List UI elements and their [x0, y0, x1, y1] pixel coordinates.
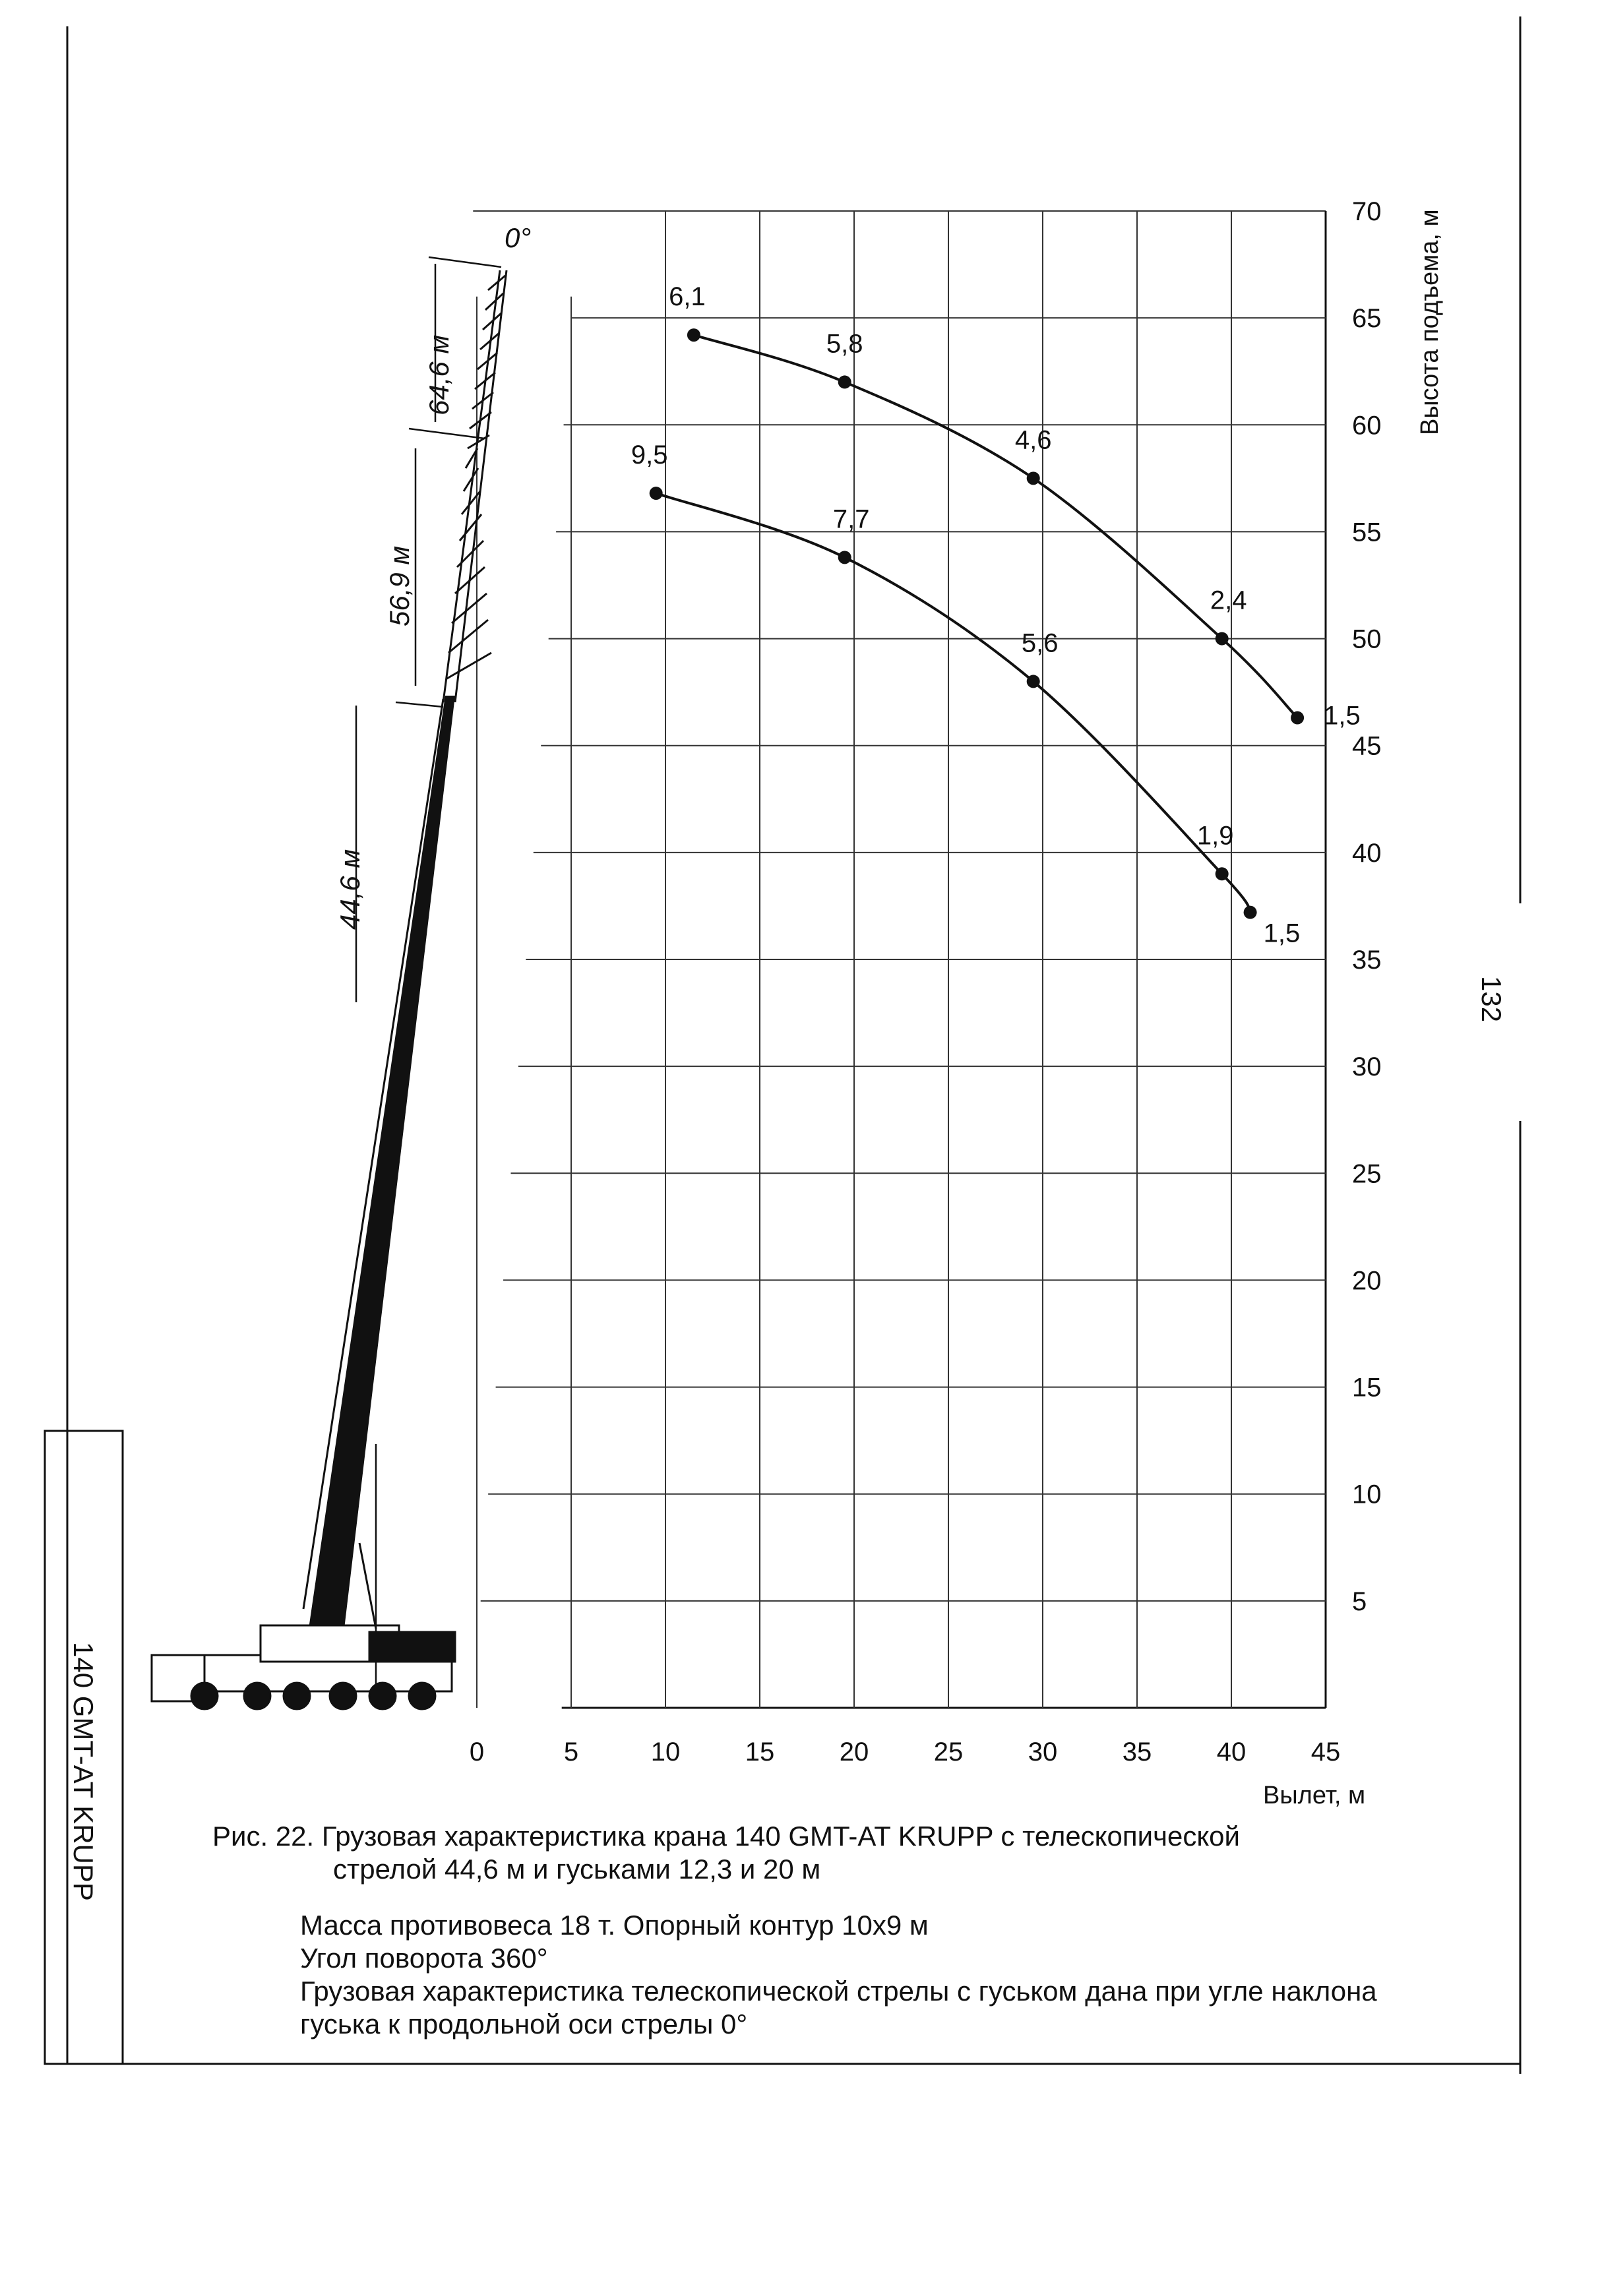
- figure-caption-line2: стрелой 44,6 м и гуськами 12,3 и 20 м: [333, 1854, 821, 1885]
- y-tick-label: 5: [1352, 1586, 1367, 1616]
- data-point: [1244, 906, 1257, 919]
- data-point: [650, 487, 663, 500]
- x-tick-label: 0: [469, 1737, 485, 1767]
- data-label: 2,4: [1210, 586, 1247, 615]
- data-label: 6,1: [669, 282, 706, 312]
- y-tick-label: 55: [1352, 518, 1382, 547]
- data-label: 1,5: [1263, 919, 1301, 948]
- x-tick-label: 15: [745, 1737, 775, 1767]
- boom-length-label: 44,6 м: [334, 849, 365, 930]
- data-point: [1291, 711, 1304, 725]
- y-tick-label: 60: [1352, 411, 1382, 440]
- data-point: [838, 551, 851, 564]
- data-point: [1216, 632, 1229, 646]
- x-tick-label: 5: [563, 1737, 579, 1767]
- data-point: [687, 328, 700, 342]
- figure-note-4: гуська к продольной оси стрелы 0°: [300, 2009, 748, 2039]
- y-tick-label: 15: [1352, 1373, 1382, 1403]
- figure-note-3: Грузовая характеристика телескопической стрелы с гуськом дана при угле наклона: [300, 1976, 1377, 2007]
- crane-carrier: [152, 1543, 455, 1709]
- x-tick-label: 30: [1028, 1737, 1058, 1767]
- y-tick-label: 10: [1352, 1480, 1382, 1509]
- long-jib-height-label: 64,6 м: [423, 334, 454, 415]
- x-axis-title: Вылет, м: [1263, 1782, 1366, 1809]
- short-jib-height-label: 56,9 м: [384, 545, 415, 626]
- figure-caption-line1: Рис. 22. Грузовая характеристика крана 140 GMT-AT KRUPP с телескопической: [212, 1821, 1240, 1852]
- page-number: 132: [1476, 976, 1507, 1023]
- x-tick-label: 35: [1122, 1737, 1152, 1767]
- data-label: 1,5: [1324, 701, 1361, 731]
- data-label: 5,6: [1021, 628, 1059, 658]
- data-label: 1,9: [1196, 821, 1234, 851]
- data-label: 5,8: [826, 329, 863, 359]
- series-line: [694, 335, 1297, 717]
- x-tick-label: 45: [1310, 1737, 1341, 1767]
- x-tick-label: 10: [650, 1737, 681, 1767]
- boom-dimension-lines: [356, 257, 501, 1701]
- x-tick-label: 20: [839, 1737, 869, 1767]
- y-tick-label: 40: [1352, 838, 1382, 868]
- series-line: [656, 493, 1250, 913]
- x-tick-label: 25: [933, 1737, 964, 1767]
- axis-ticks: [470, 197, 1382, 1767]
- data-label: 9,5: [631, 440, 668, 470]
- chart-series: [631, 282, 1361, 948]
- y-tick-label: 25: [1352, 1159, 1382, 1189]
- y-tick-label: 65: [1352, 304, 1382, 334]
- data-point: [1216, 867, 1229, 880]
- data-label: 7,7: [832, 504, 870, 534]
- data-point: [838, 375, 851, 388]
- page-borders: [45, 16, 1520, 2074]
- y-tick-label: 70: [1352, 197, 1382, 226]
- jib-angle-label: 0°: [505, 222, 532, 253]
- chart-grid: [473, 211, 1326, 1708]
- crane-illustration: [152, 222, 531, 1709]
- y-tick-label: 30: [1352, 1052, 1382, 1082]
- y-axis-title: Высота подъема, м: [1416, 209, 1444, 435]
- telescopic-boom: [309, 696, 455, 1629]
- y-tick-label: 50: [1352, 624, 1382, 654]
- y-tick-label: 45: [1352, 731, 1382, 761]
- data-point: [1027, 471, 1040, 485]
- figure-note-1: Масса противовеса 18 т. Опорный контур 10х9 м: [300, 1910, 929, 1941]
- data-point: [1027, 675, 1040, 688]
- figure-note-2: Угол поворота 360°: [300, 1943, 548, 1974]
- y-tick-label: 35: [1352, 946, 1382, 975]
- x-tick-label: 40: [1216, 1737, 1247, 1767]
- y-tick-label: 20: [1352, 1266, 1382, 1296]
- side-label: 140 GMT-AT KRUPP: [68, 1642, 99, 1901]
- data-label: 4,6: [1014, 425, 1052, 455]
